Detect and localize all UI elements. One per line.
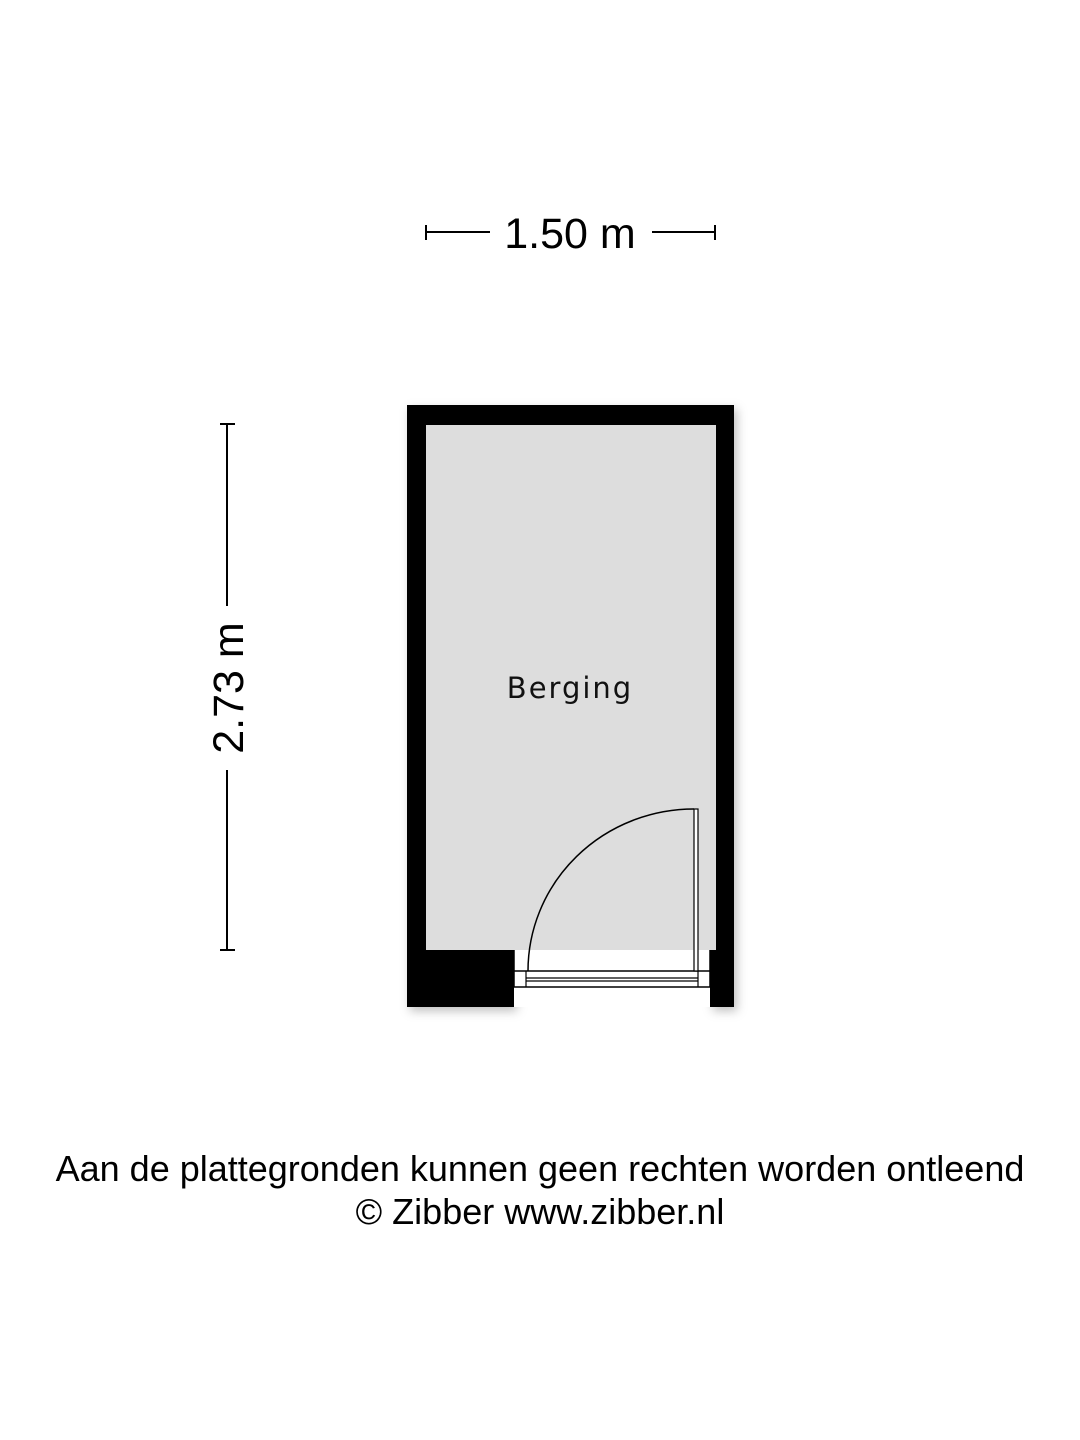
wall-top	[407, 405, 734, 425]
copyright-text: © Zibber www.zibber.nl	[355, 1191, 725, 1232]
height-dimension	[205, 424, 253, 950]
door-leaf	[694, 809, 698, 971]
door-frame	[514, 950, 710, 1007]
width-dimension	[426, 210, 715, 258]
wall-bottom-right	[710, 950, 734, 1007]
height-dimension-label: 2.73 m	[205, 622, 253, 754]
wall-right	[716, 405, 734, 1007]
room-label-berging: Berging	[506, 671, 634, 705]
disclaimer-text: Aan de plattegronden kunnen geen rechten worden ontleend	[55, 1148, 1025, 1189]
wall-left	[407, 405, 426, 1007]
width-dimension-label: 1.50 m	[504, 210, 636, 258]
wall-bottom-left	[407, 950, 514, 1007]
